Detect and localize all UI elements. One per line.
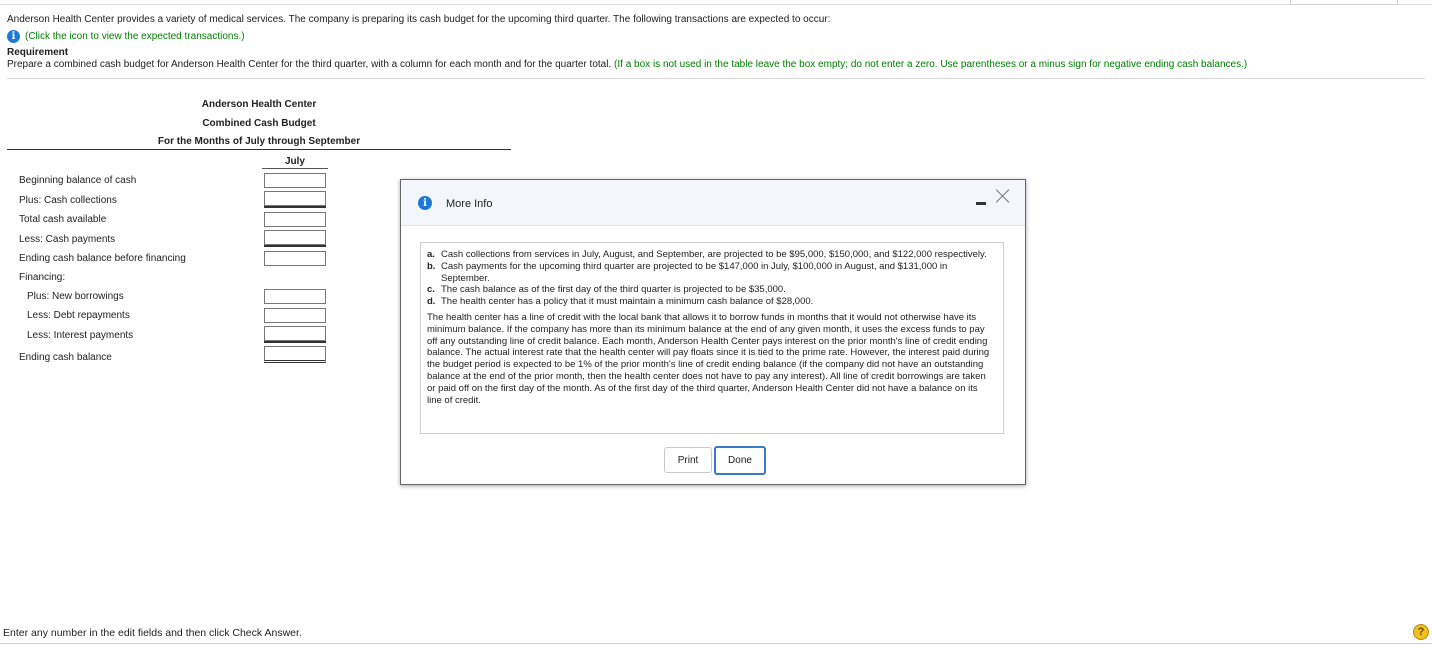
budget-header-rule [7, 149, 511, 150]
done-button[interactable]: Done [714, 446, 766, 475]
beginning-balance-input[interactable] [264, 173, 326, 188]
print-button[interactable]: Print [664, 447, 712, 473]
list-item [427, 296, 993, 308]
item-text: The health center has a policy that it must maintain a minimum cash balance of $28,000. [441, 296, 814, 308]
line-of-credit-paragraph: The health center has a line of credit with the local bank that allows it to borrow funds in months that it would not otherwise have its minimum balance. If the company has more than its minimum balance at the end of any given month, it uses the excess funds to pay off any outstanding line of credit balance. Each month, Anderson Health Center pays interest on the prior month's line of credit ending balance. The actual interest rate that the health center will pay floats since it is tied to the prime rate. However, the interest paid during the budget period is expected to be 1% of the prior month's line of credit ending balance (if the company did not have an outstanding balance at the end of the prior month, then the health center does not have to pay any interest). All line of credit borrowings are taken or paid off on the first day of the month. As of the first day of the third quarter, Anderson Health Center did not have a balance on its line of credit. [427, 311, 990, 406]
debt-repayments-input[interactable] [264, 308, 326, 323]
list-item [427, 261, 993, 285]
requirement-text [7, 59, 1247, 70]
info-icon[interactable]: i [7, 30, 20, 43]
close-icon[interactable] [995, 188, 1011, 204]
cash-collections-input[interactable] [264, 191, 326, 206]
requirement-instructions: (If a box is not used in the table leave the box empty; do not enter a zero. Use parentheses or a minus sign for negative ending cash balances.) [614, 59, 1248, 70]
row-label-cash-payments: Less: Cash payments [19, 234, 116, 245]
item-text: Cash collections from services in July, August, and September, are projected to be $95,000, $150,000, and $122,000 respectively. [441, 249, 987, 260]
ending-cash-balance-input[interactable] [264, 346, 326, 363]
item-text: Cash payments for the upcoming third quarter are projected to be $147,000 in July, $100,000 in August, and $131,000 in September. [441, 260, 948, 284]
top-tab-outline [1290, 0, 1398, 5]
help-icon[interactable]: ? [1413, 624, 1429, 640]
row-label-new-borrowings: Plus: New borrowings [27, 291, 124, 302]
row-label-financing: Financing: [19, 272, 66, 283]
item-label: d. [427, 296, 436, 308]
intro-text: Anderson Health Center provides a variety of medical services. The company is preparing its cash budget for the upcoming third quarter. The following transactions are expected to occur: [7, 14, 831, 25]
minimize-icon[interactable] [976, 202, 986, 205]
budget-title: Combined Cash Budget [202, 118, 316, 129]
new-borrowings-input[interactable] [264, 289, 326, 304]
column-header-july: July [284, 156, 305, 167]
row-label-debt-repayments: Less: Debt repayments [27, 310, 130, 321]
budget-company-name: Anderson Health Center [201, 99, 317, 110]
row-label-ending-cash-balance: Ending cash balance [19, 352, 112, 363]
total-cash-available-input[interactable] [264, 212, 326, 227]
row-label-interest-payments: Less: Interest payments [27, 330, 134, 341]
footer-instructions: Enter any number in the edit fields and then click Check Answer. [3, 627, 302, 639]
footer-divider [0, 643, 1432, 644]
row-label-beginning-balance: Beginning balance of cash [19, 175, 137, 186]
interest-payments-input[interactable] [264, 326, 326, 341]
before-financing-input[interactable] [264, 251, 326, 266]
requirement-text-main: Prepare a combined cash budget for Anderson Health Center for the third quarter, with a column for each month and for the quarter total. [7, 59, 615, 70]
item-text: The cash balance as of the first day of the third quarter is projected to be $35,000. [441, 284, 786, 296]
item-label: a. [427, 249, 435, 260]
item-label: c. [427, 284, 435, 296]
cash-payments-input[interactable] [264, 230, 326, 245]
row-label-total-cash-available: Total cash available [19, 214, 107, 225]
requirement-title: Requirement [7, 47, 69, 58]
budget-period: For the Months of July through September [157, 136, 361, 147]
list-item [427, 284, 993, 296]
row-label-before-financing: Ending cash balance before financing [19, 253, 186, 264]
item-label: b. [427, 260, 436, 272]
info-icon: i [418, 196, 432, 210]
more-info-dialog [400, 179, 1026, 485]
click-hint-text: (Click the icon to view the expected transactions.) [25, 31, 245, 42]
list-item [427, 249, 993, 261]
dialog-title: More Info [446, 198, 493, 210]
top-divider [0, 4, 1432, 5]
transactions-info-box [420, 242, 1004, 434]
view-transactions-hint [7, 30, 245, 43]
dialog-header [401, 180, 1025, 226]
section-divider [7, 78, 1425, 79]
column-header-rule [262, 168, 328, 169]
row-label-cash-collections: Plus: Cash collections [19, 195, 117, 206]
